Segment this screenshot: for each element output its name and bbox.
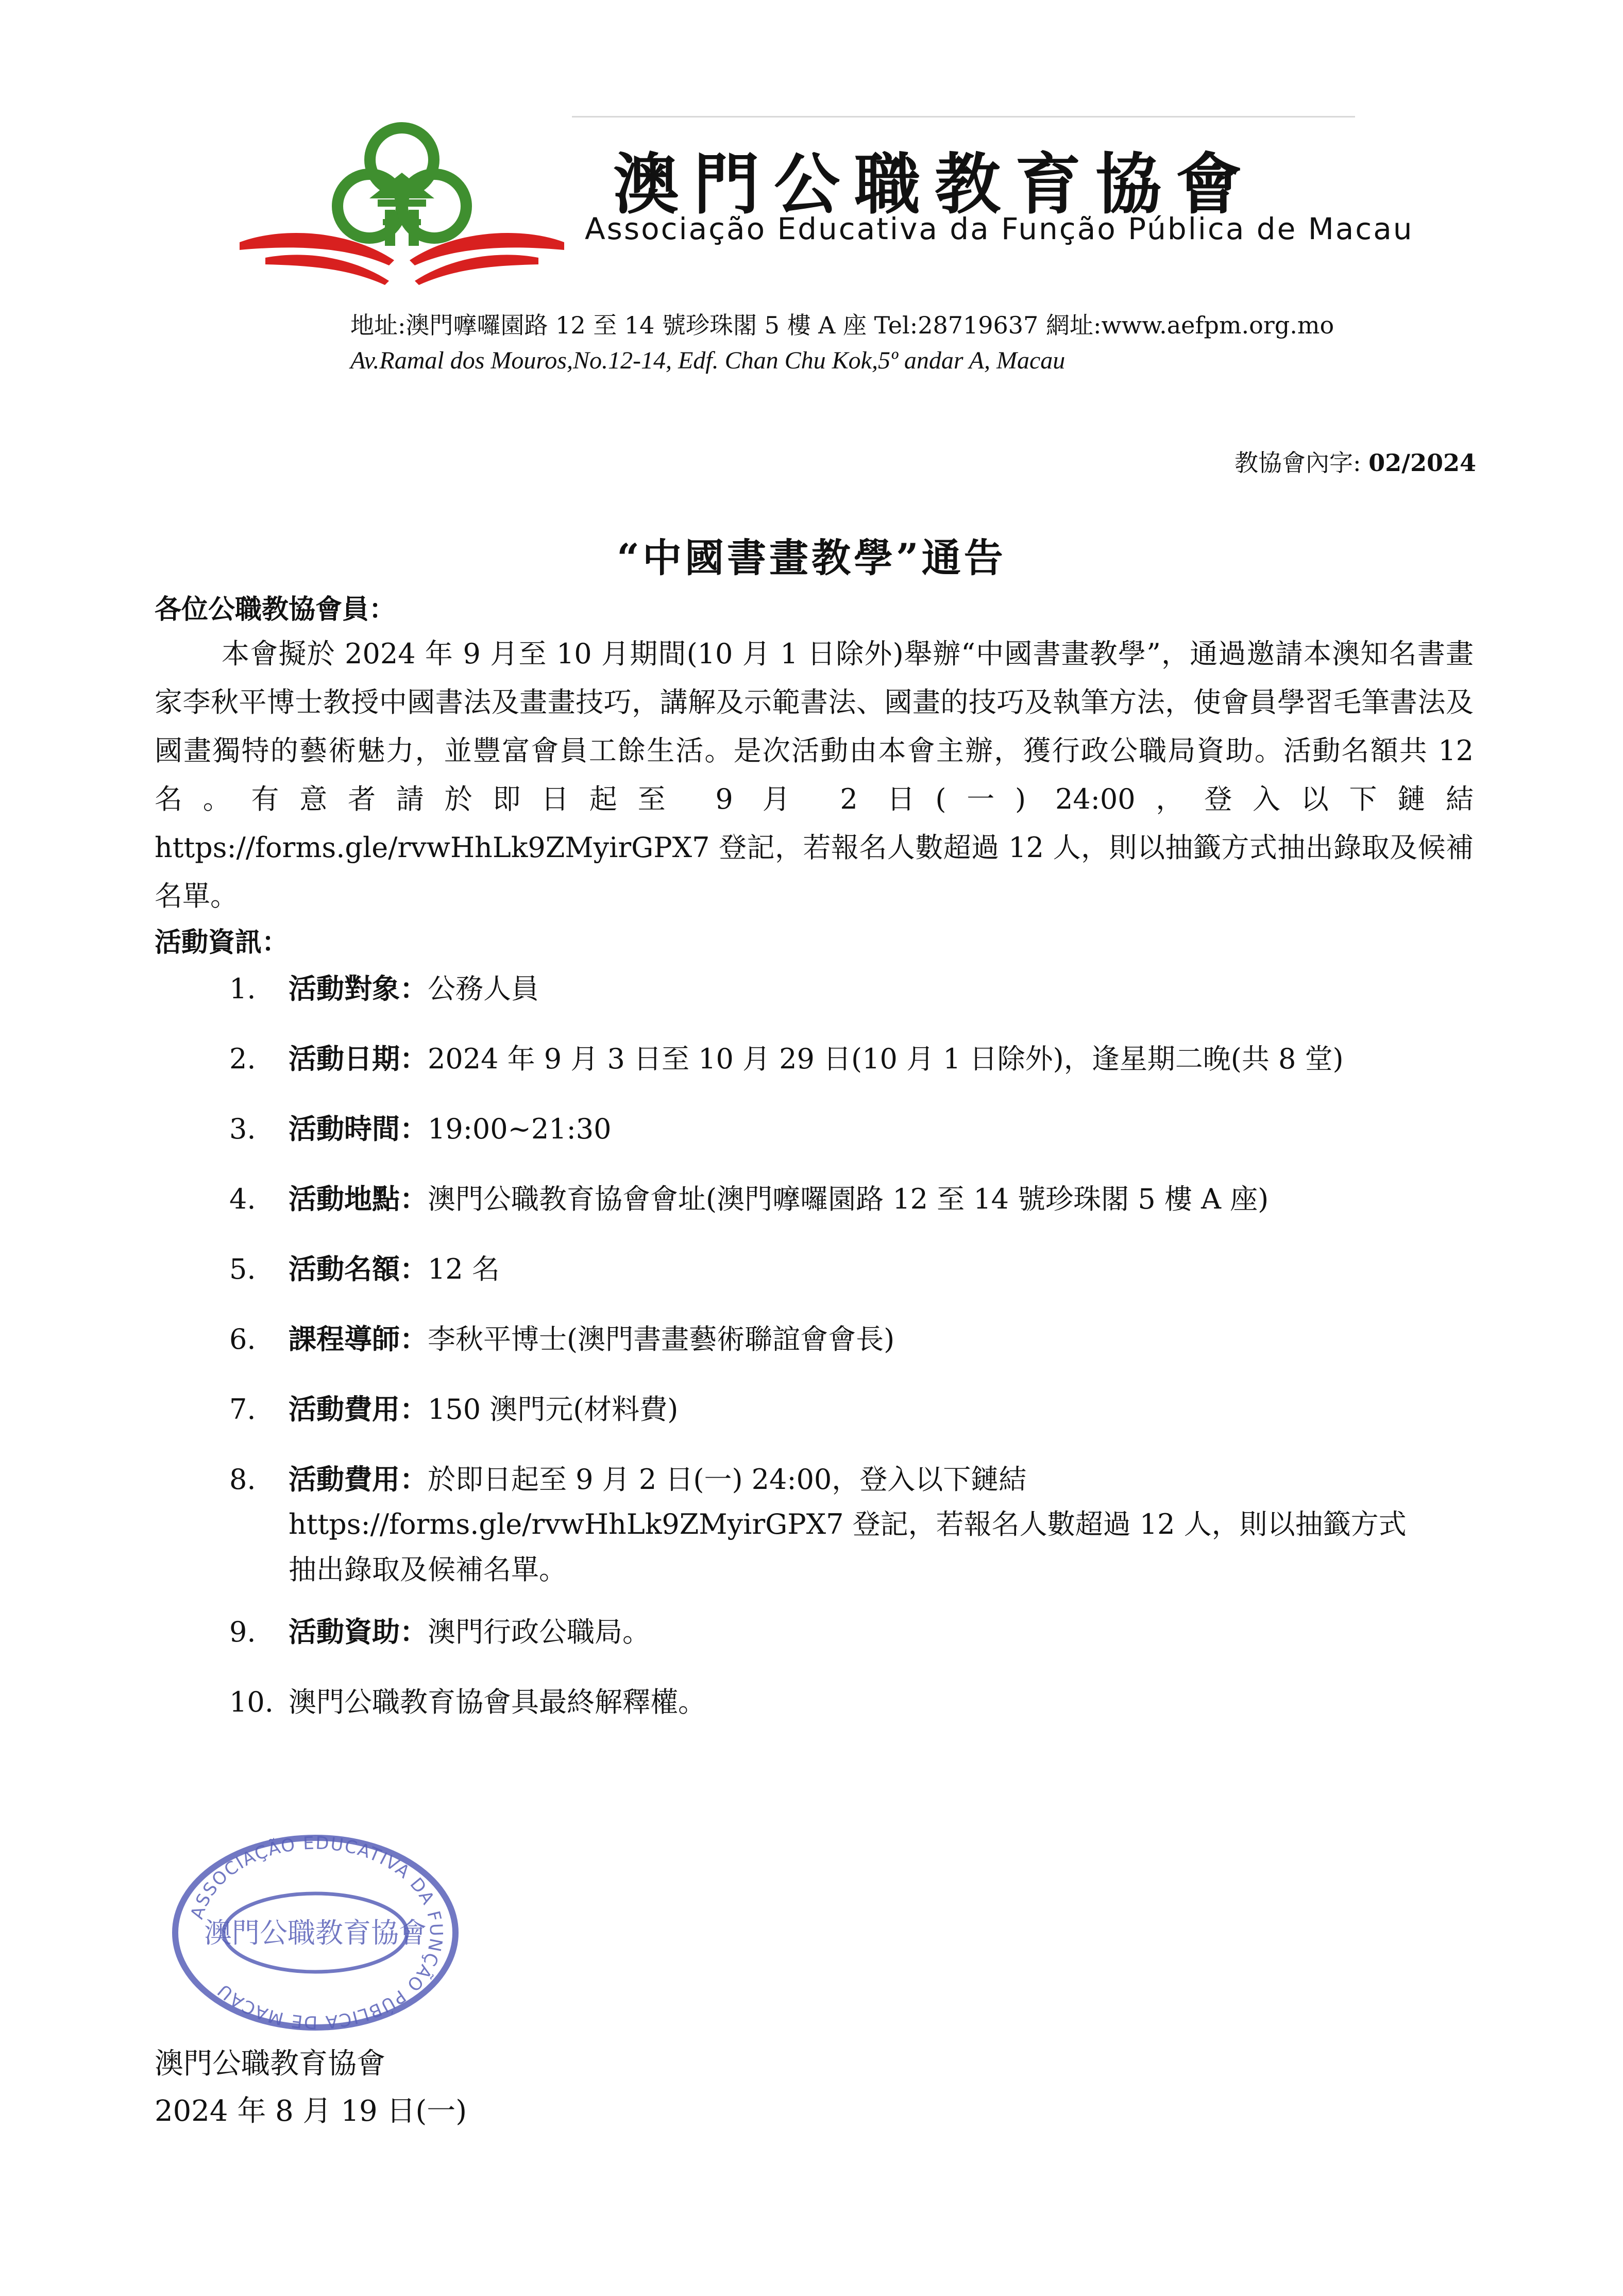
header-divider — [572, 116, 1355, 118]
activity-info-heading: 活動資訊： — [155, 927, 289, 958]
item-value-continued: 抽出錄取及候補名單。 — [289, 1553, 567, 1586]
item-number: 1. — [229, 973, 256, 1005]
item-number: 2. — [229, 1043, 256, 1075]
item-number: 7. — [229, 1393, 256, 1426]
item-label: 活動對象： — [289, 972, 428, 1005]
list-item — [229, 1105, 611, 1153]
item-value: 2024 年 9 月 3 日至 10 月 29 日(10 月 1 日除外)，逢星期二晚(共 8 堂) — [428, 1043, 1344, 1075]
seal-inner-text: 澳門公職教育協會 — [204, 1917, 427, 1949]
item-label: 活動日期： — [289, 1042, 428, 1075]
item-label: 活動資助： — [289, 1615, 428, 1648]
list-item — [229, 1035, 1344, 1083]
item-value: 12 名 — [428, 1253, 500, 1285]
reference-value: 02/2024 — [1368, 449, 1476, 477]
item-value: 於即日起至 9 月 2 日(一) 24:00，登入以下鏈結 — [428, 1463, 1027, 1496]
item-number: 4. — [229, 1183, 256, 1215]
reference-label: 教協會內字: — [1235, 449, 1369, 477]
item-label: 活動地點： — [289, 1182, 428, 1215]
item-label: 活動時間： — [289, 1112, 428, 1145]
item-number: 10. — [229, 1686, 274, 1718]
reference-number — [1235, 444, 1476, 478]
item-label: 活動名額： — [289, 1252, 428, 1285]
item-value: 澳門公職教育協會會址(澳門嚤囉園路 12 至 14 號珍珠閣 5 樓 A 座) — [428, 1183, 1269, 1215]
item-number: 8. — [229, 1463, 256, 1496]
item-label: 課程導師： — [289, 1322, 428, 1355]
list-item — [229, 1245, 500, 1293]
item-value: 150 澳門元(材料費) — [428, 1393, 679, 1426]
list-item — [229, 1385, 678, 1433]
list-item — [229, 1608, 650, 1656]
address-portuguese: Av.Ramal dos Mouros,No.12-14, Edf. Chan Chu Kok,5º andar A, Macau — [350, 347, 1066, 374]
item-number: 3. — [229, 1113, 256, 1145]
item-label: 活動費用： — [289, 1463, 428, 1496]
item-value: 澳門公職教育協會具最終解釋權。 — [289, 1686, 706, 1718]
list-item — [229, 965, 539, 1013]
org-name-portuguese: Associação Educativa da Função Pública de Macau — [585, 211, 1414, 246]
footer-org: 澳門公職教育協會 — [155, 2047, 385, 2081]
address-chinese: 地址:澳門嚤囉園路 12 至 14 號珍珠閣 5 樓 A 座 Tel:28719637 網址:www.aefpm.org.mo — [350, 311, 1334, 339]
item-label: 活動費用： — [289, 1393, 428, 1426]
notice-title: “中國書畫教學”通告 — [617, 535, 1006, 581]
list-item — [229, 1315, 894, 1363]
org-name-chinese: 澳門公職教育協會 — [613, 146, 1257, 223]
item-number: 9. — [229, 1616, 256, 1648]
list-item — [229, 1455, 1026, 1503]
salutation: 各位公職教協會員： — [155, 594, 396, 625]
item-value: 李秋平博士(澳門書畫藝術聯誼會會長) — [428, 1323, 895, 1355]
item-number: 6. — [229, 1323, 256, 1355]
association-seal-stamp — [170, 1832, 461, 2033]
list-item — [229, 1175, 1269, 1223]
list-item — [229, 1678, 706, 1726]
item-value: 公務人員 — [428, 973, 539, 1005]
association-logo — [234, 111, 569, 291]
seal-ring-text: ASSOCIAÇÃO EDUCATIVA DA FUNÇÃO PÚBLICA DE MACAU — [187, 1833, 447, 2033]
item-value: 澳門行政公職局。 — [428, 1616, 650, 1648]
item-value-continued: https://forms.gle/rvwHhLk9ZMyirGPX7 登記，若報名人數超過 12 人，則以抽籤方式 — [289, 1508, 1407, 1540]
item-value: 19:00~21:30 — [428, 1113, 612, 1145]
footer-date: 2024 年 8 月 19 日(一) — [155, 2094, 467, 2128]
notice-body: 本會擬於 2024 年 9 月至 10 月期間(10 月 1 日除外)舉辦“中國書畫教學”，通過邀請本澳知名書畫家李秋平博士教授中國書法及畫畫技巧，講解及示範書法、國畫的技巧及執筆方法，使會員學習毛筆書法及國畫獨特的藝術魅力，並豐富會員工餘生活。是次活動由本會主辦，獲行政公職局資助。活動名額共 12 名。有意者請於即日起至 9 月 2 日(一) 24:00，登入以下鏈結 https://forms.gle/rvwHhLk9ZMyirGPX7 登記，若報名人數超過 12 人，則以抽籤方式抽出錄取及候補名單。 — [155, 638, 1474, 912]
item-number: 5. — [229, 1253, 256, 1285]
